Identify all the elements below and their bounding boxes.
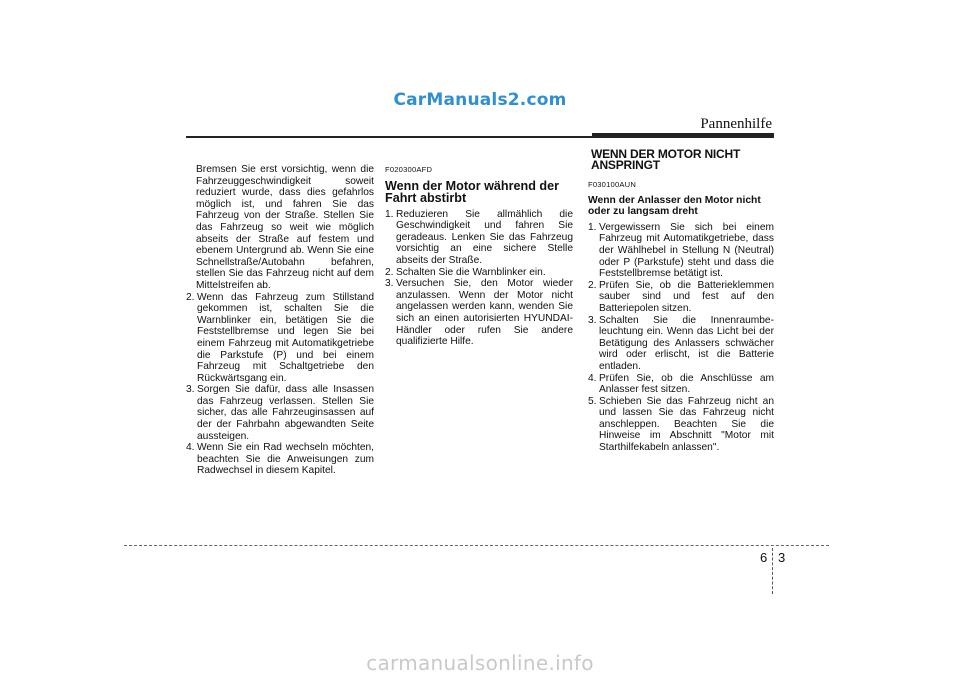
watermark-top[interactable]: CarManuals2.com [393,90,567,110]
header-rule-thin [186,136,592,138]
left-steps-list [186,292,374,478]
footer-dashed-rule [124,545,829,546]
section-title: WENN DER MOTOR NICHT ANSPRINGT [591,147,741,172]
list-text: Schalten Sie die Innenraumbe-leuchtung ein. Wenn das Licht bei der Betätigung des Anlassers schwächer wird oder erlischt, ist die Batterie entladen. [599,314,774,372]
list-text: Wenn Sie ein Rad wechseln möchten, beachten Sie die Anweisungen zum Radwechsel in diesem Kapitel. [197,442,374,477]
chapter-title: Pannenhilfe [700,116,772,132]
section-heading: Wenn der Motor während der Fahrt abstirbt [385,178,559,205]
section-heading: Wenn der Anlasser den Motor nicht oder zu langsam dreht [588,194,761,218]
list-number: 1. [588,221,597,233]
list-number: 3. [186,384,195,396]
watermark-bottom[interactable]: carmanualsonline.info [366,651,594,675]
list-item [186,442,374,477]
page-number: 3 [778,550,786,565]
list-number: 2. [186,291,195,303]
list-text: Sorgen Sie dafür, dass alle Insassen das Fahrzeug verlassen. Stellen Sie sicher, das alle Fahrzeuginsassen auf der der Fahrbahn abgewandten Seite aussteigen. [197,384,374,442]
list-number: 2. [588,279,597,291]
list-item [186,292,374,385]
header-rule-thick [592,133,774,138]
list-text: Prüfen Sie, ob die Anschlüsse am Anlasser fest sitzen. [599,372,774,396]
list-text: Vergewissern Sie sich bei einem Fahrzeug mit Automatikgetriebe, dass der Wählhebel in Stellung N (Neutral) oder P (Parkstufe) steht und dass die Feststellbremse betätigt ist. [599,221,774,280]
list-item [588,373,774,396]
list-item [588,315,774,373]
list-number: 2. [385,266,394,278]
right-steps-list [588,222,774,454]
column-right [588,179,774,454]
list-text: Schieben Sie das Fahrzeug nicht an und lassen Sie das Fahrzeug nicht anschleppen. Beachten Sie die Hinweise im Abschnitt "Motor mit Starthilfekabeln anlassen". [599,395,774,454]
list-text: Versuchen Sie, den Motor wieder anzulassen. Wenn der Motor nicht angelassen werden kann, wenden Sie sich an einen autorisierten HYUNDAI-Händler oder rufen Sie andere qualifizierte Hilfe. [396,278,573,348]
list-number: 3. [588,314,597,326]
list-text: Wenn das Fahrzeug zum Stillstand gekommen ist, schalten Sie die Warnblinker ein, betätigen Sie die Feststellbremse und legen Sie bei einem Fahrzeug mit Automatikgetriebe die Parkstufe (P) und bei einem Fahrzeug mit Schaltgetriebe den Rückwärtsgang ein. [197,291,374,384]
intro-paragraph: Bremsen Sie erst vorsichtig, wenn die Fahrzeuggeschwindigkeit soweit reduziert wurde, dass dies gefahrlos möglich ist, und fahren Sie das Fahrzeug von der Straße. Stellen Sie das Fahrzeug so weit wie möglich abseits der Straße auf festem und ebenem Untergrund ab. Wenn Sie eine Schnellstraße/Autobahn befahren, stellen Sie das Fahrzeug nicht auf dem Mittelstreifen ab. [196,164,374,291]
list-number: 5. [588,395,597,407]
list-number: 3. [385,278,394,290]
list-item [186,384,374,442]
list-item [385,209,573,267]
list-item [588,280,774,315]
middle-steps-list [385,209,573,348]
list-number: 4. [588,372,597,384]
chapter-number: 6 [760,550,768,565]
list-item [588,222,774,280]
list-item [588,396,774,454]
list-item [385,278,573,348]
page-number-divider [772,548,773,594]
list-number: 1. [385,208,394,220]
section-code: F020300AFD [385,165,433,174]
list-number: 4. [186,442,195,454]
column-middle [385,164,573,348]
column-left [186,164,374,477]
list-text: Prüfen Sie, ob die Batterieklemmen sauber sind und fest auf den Batteriepolen sitzen. [599,279,774,314]
list-text: Schalten Sie die Warnblinker ein. [396,266,546,278]
list-text: Reduzieren Sie allmählich die Geschwindigkeit und fahren Sie geradeaus. Lenken Sie das Fahrzeug vorsichtig an eine sichere Stelle abseits der Straße. [396,208,573,266]
section-code: F030100AUN [588,180,637,189]
list-item [385,267,573,279]
